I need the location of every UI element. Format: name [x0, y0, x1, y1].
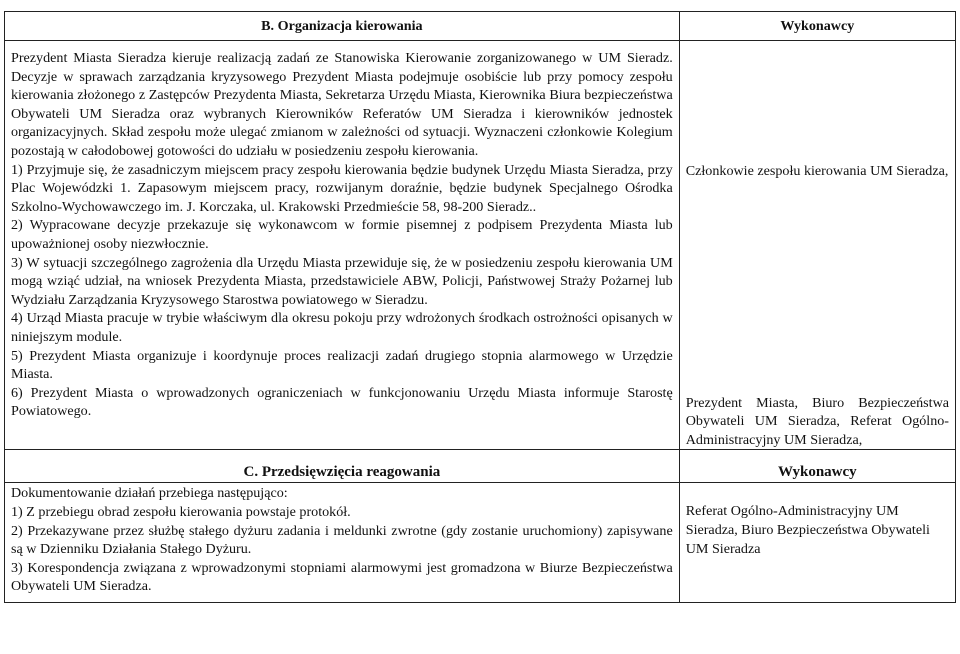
- section-c-executors-header: Wykonawcy: [679, 462, 955, 483]
- section-c-title: C. Przedsięwzięcia reagowania: [5, 462, 680, 483]
- section-c-executor-1: Referat Ogólno-Administracyjny UM Sieradza, Biuro Bezpieczeństwa Obywateli UM Sieradza: [685, 503, 930, 557]
- section-b-intro: Prezydent Miasta Sieradza kieruje realizacją zadań ze Stanowiska Kierowanie zorganizowanego w UM Sieradz. Decyzje w sprawach zarządzania kryzysowego Prezydent Miasta podejmuje osobiście lub przy pomocy zespołu kierowania złożonego z Zastępców Prezydenta Miasta, Sekretarza Urzędu Miasta, Kierownika Biura bezpieczeństwa Obywateli UM Sieradza oraz wybranych Kierowników Referatów UM Sieradza i kierowników jednostek organizacyjnych. Skład zespołu może ulegać zmianom w zależności od sytuacji. Wyznaczeni członkowie Kolegium pozostają w całodobowej gotowości do udziału w posiedzeniu zespołu kierowania.: [11, 50, 673, 159]
- section-b-item-2: 2) Wypracowane decyzje przekazuje się wykonawcom w formie pisemnej z podpisem Prezydenta Miasta lub upoważnionej osoby niezwłocznie.: [11, 217, 673, 252]
- section-b-item-4: 4) Urząd Miasta pracuje w trybie właściwym dla okresu pokoju przy wdrożonych środkach ostrożności opisanych w niniejszym module.: [11, 310, 673, 345]
- section-b-executor-2: Prezydent Miasta, Biuro Bezpieczeństwa Obywateli UM Sieradza, Referat Ogólno-Administracyjny UM Sieradza,: [685, 394, 949, 448]
- section-b-item-5: 5) Prezydent Miasta organizuje i koordynuje proces realizacji zadań drugiego stopnia alarmowego w Urzędzie Miasta.: [11, 347, 673, 383]
- section-c-header-row: [5, 462, 956, 483]
- section-c-item-1: 1) Z przebiegu obrad zespołu kierowania powstaje protokół.: [11, 503, 351, 520]
- section-c-item-3: 3) Korespondencja związana z wprowadzonymi stopniami alarmowymi jest gromadzona w Biurze Bezpieczeństwa Obywateli UM Sieradza.: [11, 559, 673, 595]
- section-gap: [5, 450, 956, 463]
- section-b-content: [5, 41, 680, 450]
- section-c-content: [5, 483, 680, 603]
- document-table: [4, 11, 956, 603]
- section-b-body-row: [5, 41, 956, 450]
- section-b-item-6: 6) Prezydent Miasta o wprowadzonych ograniczeniach w funkcjonowaniu Urzędu Miasta informuje Starostę Powiatowego.: [11, 384, 673, 420]
- section-b-executors-header: Wykonawcy: [679, 12, 955, 41]
- section-b-executors: [679, 41, 955, 450]
- section-b-executor-1: Członkowie zespołu kierowania UM Sieradza,: [685, 163, 949, 179]
- section-b-item-1: 1) Przyjmuje się, że zasadniczym miejscem pracy zespołu kierowania będzie budynek Urzędu Miasta Sieradza, przy Plac Wojewódzki 1. Zapasowym miejscem pracy, rozwijanym doraźnie, będzie budynek Specjalnego Ośrodka Szkolno-Wychowawczego im. J. Korczaka, ul. Krakowski Przedmieście 58, 98-200 Sieradz..: [11, 161, 673, 215]
- section-c-intro: Dokumentowanie działań przebiega następująco:: [11, 485, 288, 502]
- section-c-body-row: [5, 483, 956, 603]
- section-c-item-2: 2) Przekazywane przez służbę stałego dyżuru zadania i meldunki zwrotne (gdy zostanie uruchomiony) zapisywane są w Dzienniku Działania Stałego Dyżuru.: [11, 522, 673, 558]
- section-b-title: B. Organizacja kierowania: [5, 12, 680, 41]
- section-b-item-3: 3) W sytuacji szczególnego zagrożenia dla Urzędu Miasta przewiduje się, że w posiedzeniu zespołu kierowania UM mogą wziąć udział, na wniosek Prezydenta Miasta, przedstawiciele ABW, Policji, Państwowej Straży Pożarnej lub Wydziału Zarządzania Kryzysowego Starostwa powiatowego w Sieradzu.: [11, 254, 673, 308]
- section-b-header-row: [5, 12, 956, 41]
- section-c-executors: [679, 483, 955, 603]
